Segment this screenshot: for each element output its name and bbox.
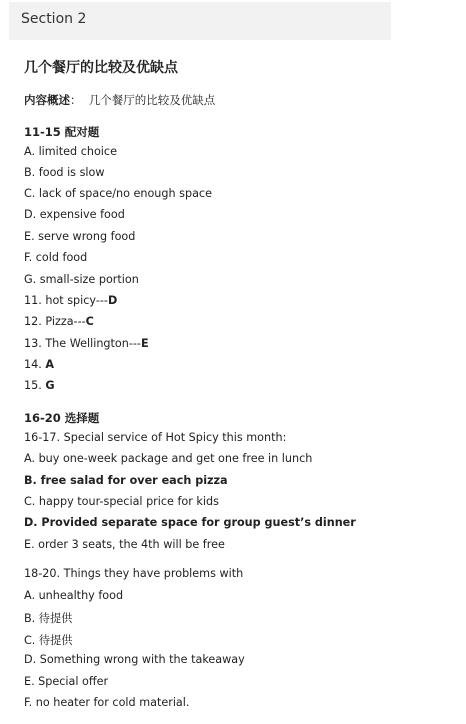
section-label: Section 2 (21, 11, 87, 27)
list-item: C. happy tour-special price for kids (24, 495, 219, 508)
list-item: E. serve wrong food (24, 230, 136, 243)
part2-heading: 16-20 选择题 (24, 411, 100, 425)
list-item: A. limited choice (24, 145, 117, 158)
answer-prefix: 13. The Wellington--- (24, 337, 141, 350)
answer-letter: E (140, 337, 149, 350)
question-text: 18-20. Things they have problems with (24, 567, 244, 580)
list-item: F. cold food (24, 251, 88, 264)
answer-item (24, 358, 54, 371)
list-item-correct: D. Provided separate space for group guest’s dinner (24, 516, 356, 529)
summary-text: 几个餐厅的比较及优缺点 (88, 93, 216, 107)
list-item: D. expensive food (24, 208, 125, 221)
list-item: C. lack of space/no enough space (24, 187, 212, 200)
list-item: A. unhealthy food (24, 589, 124, 602)
list-item: D. Something wrong with the takeaway (24, 653, 245, 666)
answer-prefix: 11. hot spicy--- (24, 294, 108, 307)
content-summary (24, 92, 215, 108)
answer-item (24, 315, 94, 328)
question-text: 16-17. Special service of Hot Spicy this month: (24, 431, 287, 444)
answer-letter: D (107, 294, 118, 307)
list-item: E. order 3 seats, the 4th will be free (24, 538, 225, 551)
answer-letter: G (45, 379, 55, 392)
answer-item (24, 337, 149, 350)
answer-letter: C (85, 315, 94, 328)
list-item: A. buy one-week package and get one free in lunch (24, 452, 313, 465)
list-item: G. small-size portion (24, 273, 139, 286)
list-item: B. food is slow (24, 166, 105, 179)
list-item: F. no heater for cold material. (24, 696, 190, 709)
answer-prefix: 12. Pizza--- (24, 315, 86, 328)
list-item: B. 待提供 (24, 612, 73, 625)
list-item-correct: B. free salad for over each pizza (24, 474, 228, 487)
list-item: E. Special offer (24, 675, 109, 688)
answer-prefix: 14. (24, 358, 46, 371)
section-header (9, 2, 391, 40)
list-item: C. 待提供 (24, 634, 73, 647)
answer-letter: A (45, 358, 55, 371)
page-title: 几个餐厅的比较及优缺点 (24, 60, 178, 76)
answer-prefix: 15. (24, 379, 46, 392)
summary-label: 内容概述 (24, 93, 70, 107)
answer-item (24, 379, 55, 392)
answer-item (24, 294, 117, 307)
summary-separator: ： (70, 93, 82, 107)
part1-heading: 11-15 配对题 (24, 125, 100, 139)
